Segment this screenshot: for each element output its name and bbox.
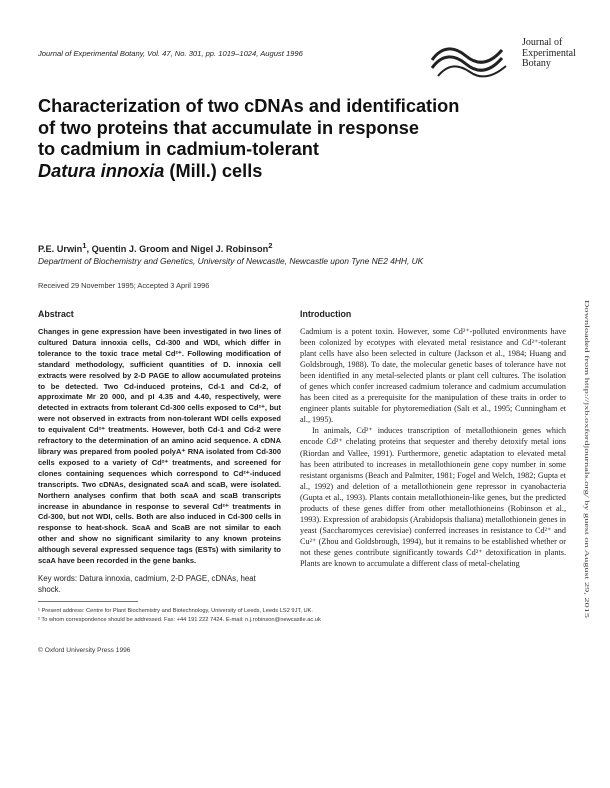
logo-line-2: Experimental <box>522 47 576 59</box>
download-watermark <box>576 300 588 620</box>
author-robinson: Nigel J. Robinson <box>190 244 269 255</box>
introduction-text <box>300 326 566 569</box>
author-and: and <box>169 244 191 255</box>
author-separator: , <box>86 244 92 255</box>
journal-logo-icon <box>430 34 610 84</box>
title-line-3: to cadmium in cadmium-tolerant <box>38 139 319 159</box>
abstract-paragraph: Changes in gene expression have been investigated in two lines of cultured Datura innoxia cells, Cd-300 and WDI, which differ in tolerance to the toxic trace metal Cd²⁺. Following modification of standard methodology, sufficient quantities of D. innoxia cell extracts were resolved by 2-D PAGE to allow accumulated proteins to be detected. Two Cd-induced proteins, Cd-1 and Cd-2, of approximate Mr 20 000, and pI 4.35 and 4.40, respectively, were detected in extracts from tolerant Cd-300 cells exposed to Cd²⁺, but were not observed in extracts from non-tolerant WDI cells exposed to equivalent Cd²⁺ treatments. However, both Cd-1 and Cd-2 were refractory to the determination of an amino acid sequence. A cDNA library was prepared from pooled polyA⁺ RNA isolated from Cd-300 cells exposed to a variety of Cd²⁺ treatments, and screened for clones containing sequences which correspond to Cd²⁺-induced transcripts. Two cDNAs, designated scaA and scaB, were isolated. Northern analyses confirm that both scaA and scaB transcripts increase in abundance in response to several Cd²⁺ treatments in Cd-300, but not WDI, cells. Both are also induced in Cd-300 cells in response to heat-shock. ScaA and ScaB are not similar to each other and show no significant similarity to any known proteins although several expressed sequence tags (ESTs) with similarity to scaA have been recorded in the gene banks. <box>38 327 281 566</box>
introduction-heading: Introduction <box>300 309 352 319</box>
keywords-label: Key words: <box>38 574 80 583</box>
author-urwin: P.E. Urwin <box>38 244 83 255</box>
footnote-2: ² To whom correspondence should be addressed. Fax: +44 191 222 7424. E-mail: n.j.robinson@newcastle.ac.uk <box>38 616 321 623</box>
logo-line-3: Botany <box>522 58 551 69</box>
footnote-1: ¹ Present address: Centre for Plant Biochemistry and Biotechnology, University of Leeds, Leeds LS2 9JT, UK. <box>38 608 313 614</box>
introduction-paragraph-2: In animals, Cd²⁺ induces transcription of metallothionein genes which encode Cd²⁺ chelating proteins that sequester and thereby detoxify metal ions (Riordan and Vallee, 1991). Furthermore, genetic adaptation to elevated metal has been attributed to increases in metallothionein gene copy number in some resistant organisms (Beach and Palmiter, 1981; Fogel and Welch, 1982; Gupta et al., 1992) and deletion of a metallothionein gene repressor in cyanobacteria (Gupta et al., 1993). Plants contain metallothionein-like genes, but the predicted products of these genes differ from other metallothioneins (Robinson et al., 1993). Expression of arabidopsis (Arabidopsis thaliana) metallothionein genes in yeast (Saccharomyces cerevisiae) conferred increases in resistance to Cd²⁺ and Cu²⁺ (Zhou and Goldsbrough, 1994), but it remains to be established whether or not these genes contribute significantly towards Cd²⁺ detoxification in plants. Plants are known to accumulate a different class of metal-chelating <box>300 426 566 568</box>
footnotes <box>38 607 568 624</box>
journal-logo-text <box>522 38 576 70</box>
abstract-text <box>38 327 281 567</box>
keywords-list: Datura innoxia, cadmium, 2-D PAGE, cDNAs, heat shock. <box>38 574 256 594</box>
copyright: © Oxford University Press 1996 <box>38 647 131 654</box>
author-robinson-note: 2 <box>268 241 273 250</box>
logo-line-1: Journal of <box>522 37 563 48</box>
affiliation: Department of Biochemistry and Genetics, University of Newcastle, Newcastle upon Tyne NE2 4HH, UK <box>38 256 424 266</box>
keywords <box>38 573 278 595</box>
title-line-2: of two proteins that accumulate in response <box>38 117 419 138</box>
journal-citation: Journal of Experimental Botany, Vol. 47, No. 301, pp. 1019–1024, August 1996 <box>38 49 303 58</box>
title-species: Datura innoxia <box>38 160 165 181</box>
paper-title <box>38 96 508 182</box>
title-line-4 <box>38 161 508 183</box>
footnote-divider <box>38 601 138 602</box>
title-line-4-rest: (Mill.) cells <box>164 160 263 181</box>
author-groom: Quentin J. Groom <box>91 244 170 255</box>
title-line-1: Characterization of two cDNAs and identification <box>38 96 460 116</box>
author-list <box>38 241 273 254</box>
received-dates: Received 29 November 1995; Accepted 3 April 1996 <box>38 281 210 290</box>
introduction-paragraph-1: Cadmium is a potent toxin. However, some Cd²⁺-polluted environments have been colonized by ecotypes with elevated metal resistance and Cd²⁺-tolerant plant cells have also been selected in culture (Jackson et al., 1984; Huang and Goldsbrough, 1988). To date, the molecular genetic bases of tolerance have not been identified in any metal-selected plants or plant cell cultures. The isolation of genes which confer increased cadmium tolerance and cadmium accumulation has been cited as a prerequisite for the manipulation of these traits in order to engineer plants suitable for phytoremediation (Salt et al., 1995; Cunningham et al., 1995). <box>300 327 566 425</box>
download-notice: Downloaded from http://jxb.oxfordjournals.org/ by guest on August 29, 2015 <box>583 300 590 498</box>
author-urwin-note: 1 <box>82 241 87 250</box>
abstract-heading: Abstract <box>38 309 74 319</box>
